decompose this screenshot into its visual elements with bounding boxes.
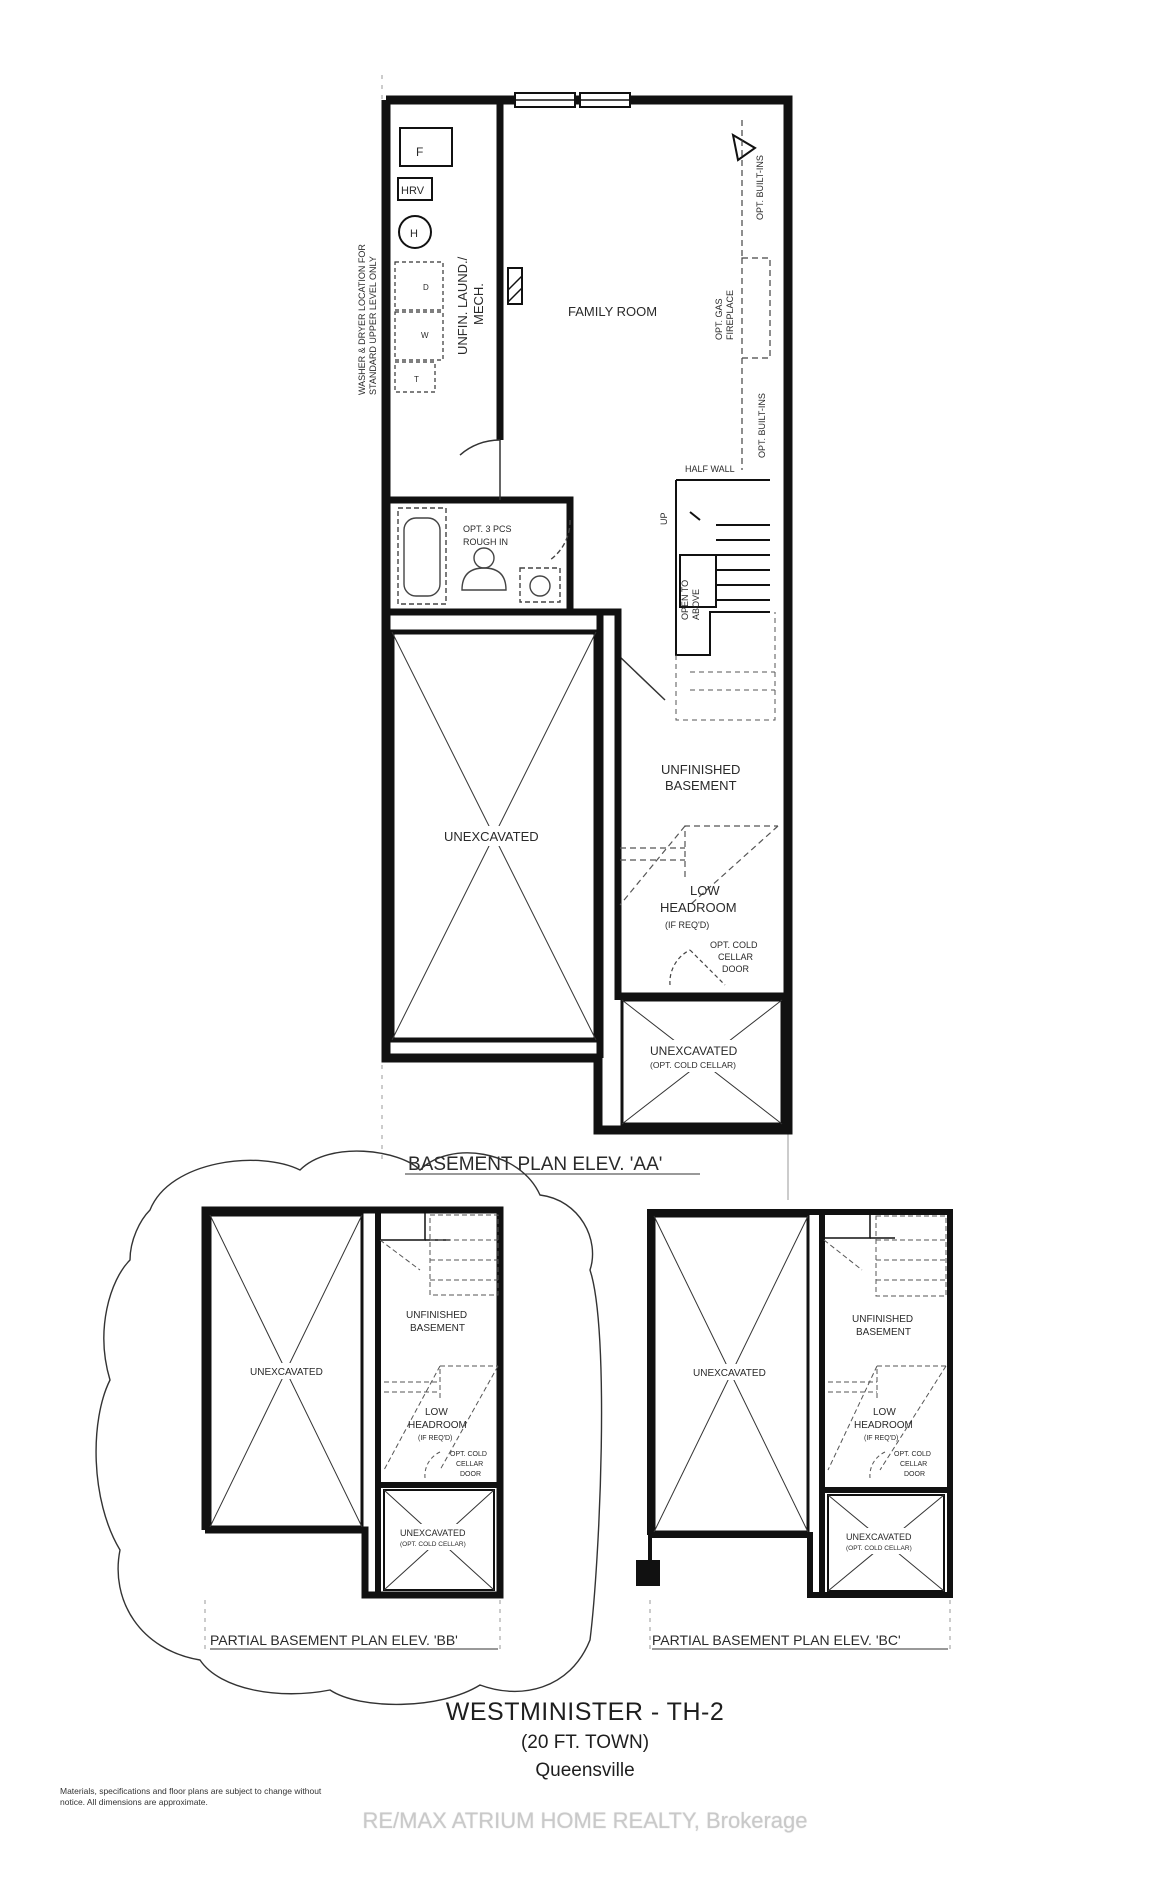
fireplace-line2: FIREPLACE: [725, 289, 735, 340]
laundry-label-line1: UNFIN. LAUND./: [455, 256, 470, 355]
bath-line1: OPT. 3 PCS: [463, 524, 512, 534]
washer-label: W: [421, 331, 429, 340]
cold-door-line1-bb: OPT. COLD: [450, 1451, 487, 1458]
half-wall-label: HALF WALL: [685, 464, 735, 474]
fireplace-line1: OPT. GAS: [714, 298, 724, 340]
tub-label: T: [414, 375, 419, 384]
model-location: Queensville: [535, 1760, 635, 1781]
partial-basement-plan-bc: [636, 1212, 950, 1650]
cold-door-line3-bc: DOOR: [904, 1471, 925, 1478]
washer-note-line2: STANDARD UPPER LEVEL ONLY: [368, 256, 378, 395]
up-label: UP: [659, 512, 669, 525]
low-line2-bc: HEADROOM: [854, 1420, 913, 1431]
laundry-label-line2: MECH.: [471, 283, 486, 325]
top-windows: [515, 93, 630, 107]
unfinished-line2-aa: BASEMENT: [665, 778, 737, 793]
cold-cellar-line1-bc: UNEXCAVATED: [846, 1532, 912, 1542]
bath-line2: ROUGH IN: [463, 537, 508, 547]
dryer-label: D: [423, 283, 429, 292]
washer-note-line1: WASHER & DRYER LOCATION FOR: [357, 244, 367, 395]
unfinished-line1-bc: UNFINISHED: [852, 1314, 914, 1325]
family-room-label: FAMILY ROOM: [568, 304, 658, 319]
open-above-line2: ABOVE: [691, 588, 701, 620]
washer-dryer-fixtures: [395, 262, 443, 392]
furnace-label: F: [416, 145, 424, 159]
low-line1-bb: LOW: [425, 1407, 448, 1418]
disclaimer-text: Materials, specifications and floor plans are subject to change without notice. All dimensions are approximate.: [60, 1786, 322, 1807]
unexcavated-label-aa: UNEXCAVATED: [444, 829, 539, 844]
plan-bb-title: PARTIAL BASEMENT PLAN ELEV. 'BB': [210, 1632, 458, 1648]
unexcavated-label-bb: UNEXCAVATED: [250, 1367, 323, 1378]
low-line2-bb: HEADROOM: [408, 1420, 467, 1431]
basement-plan-aa: [357, 75, 788, 1200]
cold-cellar-line2-bc: (OPT. COLD CELLAR): [846, 1545, 912, 1552]
hrv-label: HRV: [401, 185, 425, 197]
low-line3-aa: (IF REQ'D): [665, 920, 710, 930]
low-line2-aa: HEADROOM: [660, 900, 737, 915]
unexcavated-label-bc: UNEXCAVATED: [693, 1368, 766, 1379]
builtins-top-label: OPT. BUILT-INS: [755, 155, 765, 220]
plan-bc-title: PARTIAL BASEMENT PLAN ELEV. 'BC': [652, 1632, 901, 1648]
open-above-line1: OPEN TO: [680, 579, 690, 620]
low-line3-bb: (IF REQ'D): [418, 1435, 453, 1442]
cold-cellar-line2-bb: (OPT. COLD CELLAR): [400, 1541, 466, 1548]
corner-post: [636, 1560, 660, 1586]
unfinished-line2-bb: BASEMENT: [410, 1323, 466, 1334]
cold-door-line2-aa: CELLAR: [718, 952, 754, 962]
bathroom-rough-in: [398, 508, 570, 604]
model-type: (20 FT. TOWN): [520, 1732, 650, 1753]
water-heater-fixture: [399, 216, 431, 248]
low-line3-bc: (IF REQ'D): [864, 1435, 899, 1442]
cold-door-line2-bb: CELLAR: [456, 1461, 484, 1468]
cold-cellar-line1-aa: UNEXCAVATED: [650, 1044, 738, 1058]
cold-door-line1-aa: OPT. COLD: [710, 940, 758, 950]
low-line1-aa: LOW: [690, 883, 720, 898]
heater-label: H: [410, 228, 418, 240]
cold-cellar-line1-bb: UNEXCAVATED: [400, 1528, 466, 1538]
partial-basement-plan-bb: [205, 1210, 500, 1650]
tv-symbol: [733, 135, 755, 160]
builtins-bottom-label: OPT. BUILT-INS: [757, 393, 767, 458]
unfinished-line1-aa: UNFINISHED: [661, 762, 741, 777]
cold-door-line3-aa: DOOR: [722, 964, 749, 974]
model-name: WESTMINISTER - TH-2: [445, 1698, 725, 1726]
cold-door-line3-bb: DOOR: [460, 1471, 481, 1478]
plan-aa-title: BASEMENT PLAN ELEV. 'AA': [408, 1154, 663, 1175]
unfinished-line1-bb: UNFINISHED: [406, 1310, 468, 1321]
unfinished-line2-bc: BASEMENT: [856, 1327, 912, 1338]
cold-cellar-line2-aa: (OPT. COLD CELLAR): [650, 1060, 736, 1070]
stairs: [676, 480, 770, 655]
brokerage-watermark: RE/MAX ATRIUM HOME REALTY, Brokerage: [362, 1808, 808, 1833]
furnace-fixture: [400, 128, 452, 166]
cold-door-line2-bc: CELLAR: [900, 1461, 928, 1468]
hrv-fixture: [398, 178, 432, 200]
low-line1-bc: LOW: [873, 1407, 896, 1418]
cold-door-line1-bc: OPT. COLD: [894, 1451, 931, 1458]
